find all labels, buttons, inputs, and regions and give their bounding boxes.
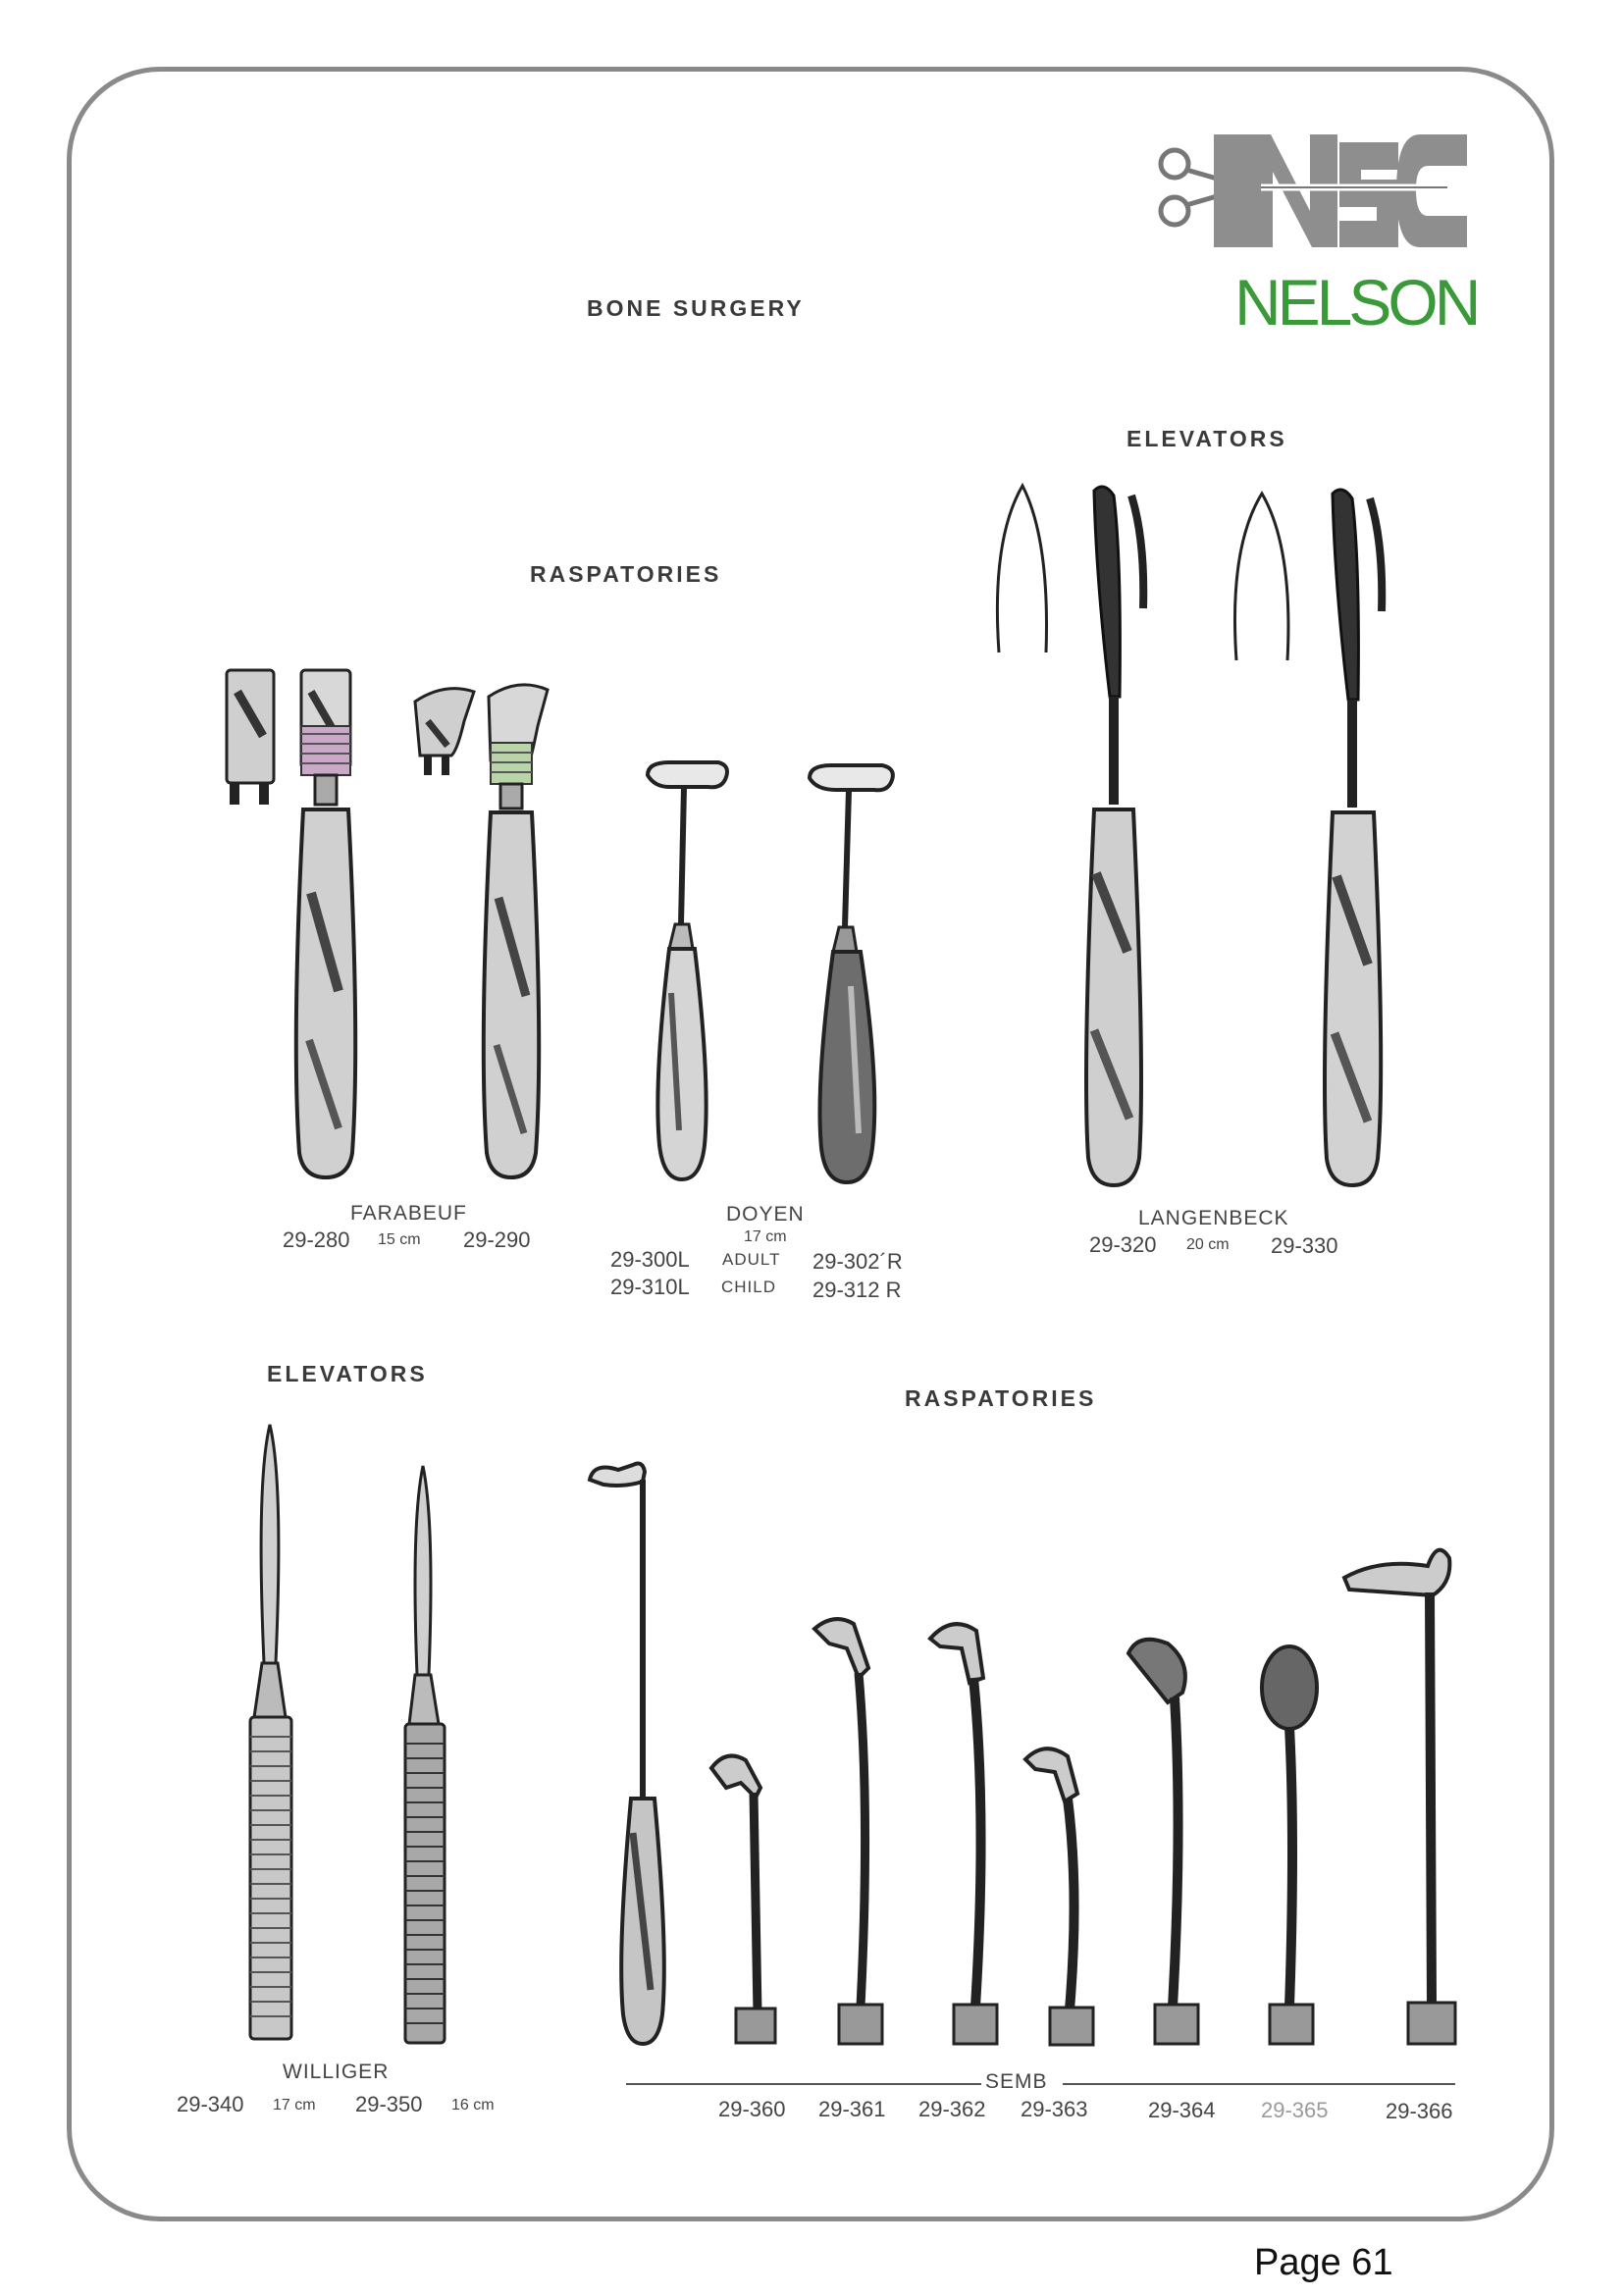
williger-code-b: 29-350 xyxy=(355,2092,423,2116)
doyen-child-code-r: 29-312 R xyxy=(812,1278,902,1302)
langenbeck-elevator-b xyxy=(1303,484,1411,1190)
semb-raspatory-29-360 xyxy=(584,1460,667,2049)
williger-name: WILLIGER xyxy=(283,2061,390,2083)
semb-code: 29-361 xyxy=(818,2097,886,2121)
semb-code: 29-363 xyxy=(1021,2097,1088,2121)
doyen-raspatory-child xyxy=(802,760,900,1192)
semb-raspatory-29-364 xyxy=(1021,1745,1094,2049)
semb-raspatory-29-365 xyxy=(1124,1634,1207,2048)
nsc-scissors-logo-icon xyxy=(1153,123,1477,255)
doyen-name: DOYEN xyxy=(726,1203,805,1226)
langenbeck-blade-profile-left xyxy=(991,481,1055,657)
williger-code-a: 29-340 xyxy=(177,2092,244,2116)
farabeuf-code-a: 29-280 xyxy=(283,1227,350,1252)
williger-elevator-16cm xyxy=(397,1464,451,2048)
langenbeck-name: LANGENBECK xyxy=(1138,1207,1289,1229)
williger-elevator-17cm xyxy=(240,1423,299,2046)
farabeuf-tip-detail-straight xyxy=(224,667,277,809)
farabeuf-name: FARABEUF xyxy=(350,1202,467,1225)
williger-size-b: 16 cm xyxy=(451,2097,495,2113)
semb-name: SEMB xyxy=(985,2070,1048,2093)
farabeuf-code-b: 29-290 xyxy=(463,1227,531,1252)
doyen-child-code: 29-310L xyxy=(610,1275,690,1299)
williger-size-a: 17 cm xyxy=(273,2097,316,2113)
langenbeck-elevator-a xyxy=(1065,481,1173,1192)
semb-raspatory-29-362 xyxy=(810,1614,888,2048)
semb-group-rule-right xyxy=(1063,2083,1455,2085)
semb-raspatory-29-363 xyxy=(922,1619,1001,2048)
semb-code: 29-366 xyxy=(1386,2099,1453,2123)
langenbeck-code-a: 29-320 xyxy=(1089,1232,1157,1257)
doyen-child-label: CHILD xyxy=(721,1278,777,1296)
langenbeck-size: 20 cm xyxy=(1186,1236,1230,1253)
doyen-adult-code-r: 29-302´R xyxy=(812,1249,903,1274)
page-title: BONE SURGERY xyxy=(587,295,805,321)
doyen-raspatory-adult xyxy=(640,757,733,1189)
doyen-adult-code: 29-300L xyxy=(610,1247,690,1272)
farabeuf-size: 15 cm xyxy=(378,1231,421,1248)
doyen-adult-label: ADULT xyxy=(722,1250,781,1269)
langenbeck-blade-profile-right xyxy=(1229,489,1297,665)
semb-raspatory-29-366 xyxy=(1256,1644,1325,2048)
semb-code: 29-364 xyxy=(1148,2098,1216,2122)
semb-code: 29-362 xyxy=(918,2097,986,2121)
section-elevators-bottom: ELEVATORS xyxy=(267,1361,428,1386)
semb-raspatory-29-361 xyxy=(707,1748,775,2048)
farabeuf-raspatory-straight xyxy=(289,667,363,1182)
page-number: Page 61 xyxy=(1254,2242,1393,2283)
nelson-logo-text: NELSON xyxy=(1234,266,1478,339)
semb-code: 29-360 xyxy=(718,2097,786,2121)
section-raspatories-top: RASPATORIES xyxy=(530,561,722,587)
section-raspatories-bottom: RASPATORIES xyxy=(905,1385,1097,1411)
semb-group-rule-left xyxy=(626,2083,981,2085)
farabeuf-raspatory-curved xyxy=(469,682,552,1182)
semb-raspatory-large-hook xyxy=(1339,1539,1457,2049)
section-elevators-top: ELEVATORS xyxy=(1126,426,1287,451)
doyen-size: 17 cm xyxy=(744,1228,787,1245)
semb-code: 29-365 xyxy=(1261,2098,1329,2122)
langenbeck-code-b: 29-330 xyxy=(1271,1233,1338,1258)
